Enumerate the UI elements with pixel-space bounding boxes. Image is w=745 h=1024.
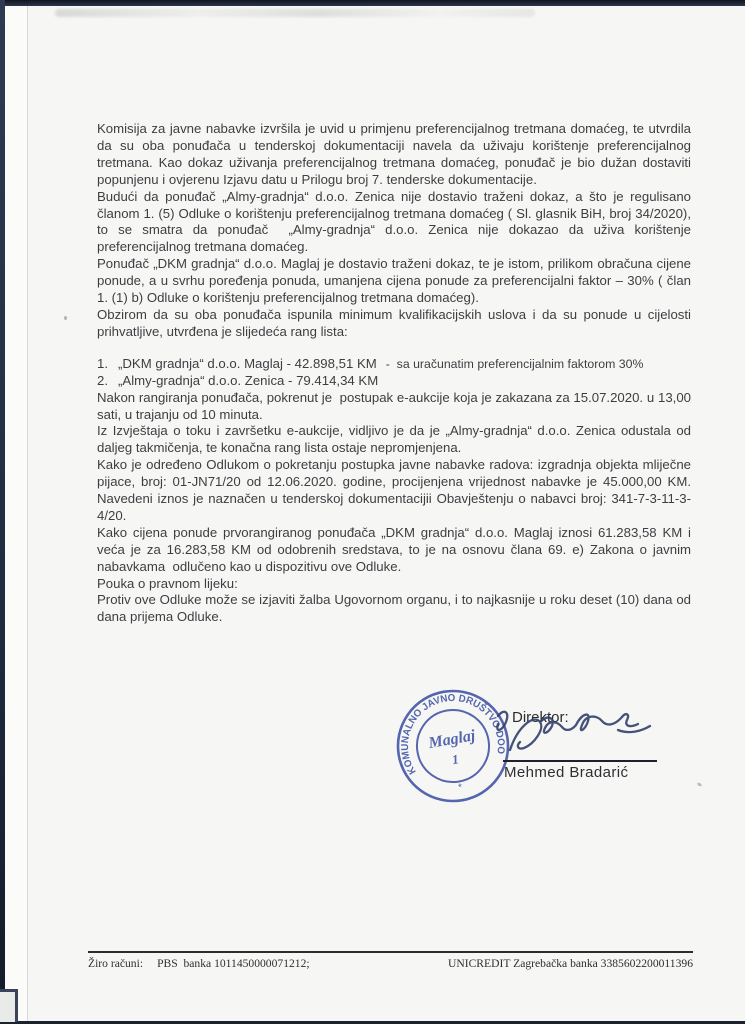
stamp-number: 1 bbox=[450, 751, 460, 768]
paragraph-dkm-proof: Ponuđač „DKM gradnja“ d.o.o. Maglaj je dostavio traženi dokaz, te je istom, prilikom obračuna cijene ponude, a u svrhu poređenja ponuda, umanjena cijena ponude za preferencijalni faktor – 30% ( član 1. (1) b) Odluke o korištenju preferencijalnog tretmana domaćeg). bbox=[97, 256, 695, 306]
rank-list bbox=[97, 356, 691, 390]
footer-left-accounts bbox=[88, 957, 310, 970]
unicredit-bank-account: UNICREDIT Zagrebačka banka 3385602200011396 bbox=[447, 957, 693, 970]
signature-stroke bbox=[497, 712, 650, 750]
giro-accounts-label: Žiro računi: bbox=[88, 957, 144, 970]
footer bbox=[88, 951, 693, 970]
stamp-star: * bbox=[457, 782, 464, 794]
stamp-ring-text-path: KOMUNALNO JAVNO DRUŠTVO DOO bbox=[399, 692, 507, 777]
signature-line bbox=[503, 760, 657, 762]
stamp-city-name: Maglaj bbox=[427, 727, 477, 753]
scan-left-edge bbox=[0, 0, 5, 1024]
paragraph-price-exceeds-funds: Kako cijena ponude prvorangiranog ponuđača „DKM gradnja“ d.o.o. Maglaj iznosi 61.283,58 KM i veća je za 16.283,58 KM od odobrenih sredstava, to je na osnovu člana 69. e) Zakona o javnim nabavkama odlučeno kao u dispozitivu ove Odluke. bbox=[97, 524, 695, 574]
rank-bidder-price: „DKM gradnja“ d.o.o. Maglaj - 42.898,51 KM bbox=[118, 355, 377, 371]
scan-left-gutter bbox=[5, 6, 27, 1021]
scan-speck bbox=[697, 782, 703, 787]
paragraph-eauction-result: Iz Izvještaja o toku i završetku e-aukcije, vidljivo je da je „Almy-gradnja“ d.o.o. Zenica odustala od daljeg takmičenja, te konačna rang lista ostaje nepromjenjena. bbox=[97, 423, 695, 456]
paragraph-eauction-scheduled: Nakon rangiranja ponuđača, pokrenut je postupak e-aukcije koja je zakazana za 15.07.2020. u 13,00 sati, u trajanju od 10 minuta. bbox=[97, 389, 695, 422]
pbs-bank-account: PBS banka 1011450000071212; bbox=[157, 957, 310, 970]
scan-smudge bbox=[55, 9, 535, 17]
paragraph-almy-no-proof: Budući da ponuđač „Almy-gradnja“ d.o.o. Zenica nije dostavio traženi dokaz, a što je regulisano članom 1. (5) Odluke o korištenju preferencijalnog tretmana domaćeg ( Sl. glasnik BiH, broj 34/2020), to se smatra da ponuđač „Almy-gradnja“ d.o.o. Zenica nije dokazao da uživa korištenje preferencijalnog tretmana domaćeg. bbox=[97, 188, 695, 255]
legal-remedy-text: Protiv ove Odluke može se izjaviti žalba Ugovornom organu, i to najkasnije u roku deset (10) dana od dana prijema Odluke. bbox=[97, 592, 695, 625]
handwritten-signature-icon bbox=[468, 704, 668, 768]
document-body bbox=[97, 121, 695, 626]
rank-item-2 bbox=[97, 373, 691, 390]
rank-bidder-price: „Almy-gradnja“ d.o.o. Zenica - 79.414,34 KM bbox=[118, 372, 379, 388]
director-label: Direktor: bbox=[512, 709, 569, 726]
director-name: Mehmed Bradarić bbox=[504, 764, 629, 781]
paper-edge-line bbox=[27, 6, 28, 1021]
rank-note: - sa uračunatim preferencijalnim faktorom 30% bbox=[385, 356, 644, 371]
rank-number: 1. bbox=[97, 355, 108, 371]
rank-number: 2. bbox=[97, 372, 108, 388]
scan-corner-artifact bbox=[0, 989, 18, 1022]
paragraph-preferential-treatment: Komisija za javne nabavke izvršila je uvid u primjenu preferencijalnog tretmana domaćeg, te utvrdila da su oba ponuđača u tenderskoj dokumentaciji navela da uživaju korištenje preferencijalnog tretmana. Kao dokaz uživanja preferencijalnog tretmana domaćeg, ponuđač je bio dužan dostaviti popunjenu i ovjerenu Izjavu datu u Prilogu broj 7. tenderske dokumentacije. bbox=[97, 121, 695, 187]
legal-remedy-heading: Pouka o pravnom lijeku: bbox=[97, 575, 238, 591]
paragraph-estimated-value: Kako je određeno Odlukom o pokretanju postupka javne nabavke radova: izgradnja objekta mliječne pijace, broj: 01-JN71/20 od 12.06.2020. godine, procijenjena vrijednost nabavke je 45.000,00 KM. Navedeni iznos je naznačen u tenderskoj dokumentacijii Obavještenju o nabavci broj: 341-7-3-11-3-4/20. bbox=[97, 457, 695, 523]
scan-speck bbox=[64, 316, 67, 320]
scan-top-edge bbox=[0, 0, 745, 6]
paragraph-ranking-intro: Obzirom da su oba ponuđača ispunila minimum kvalifikacijskih uslova i da su ponude u cijelosti prihvatljive, utvrđena je slijedeća rang lista: bbox=[97, 306, 695, 339]
rank-item-1 bbox=[97, 356, 691, 373]
